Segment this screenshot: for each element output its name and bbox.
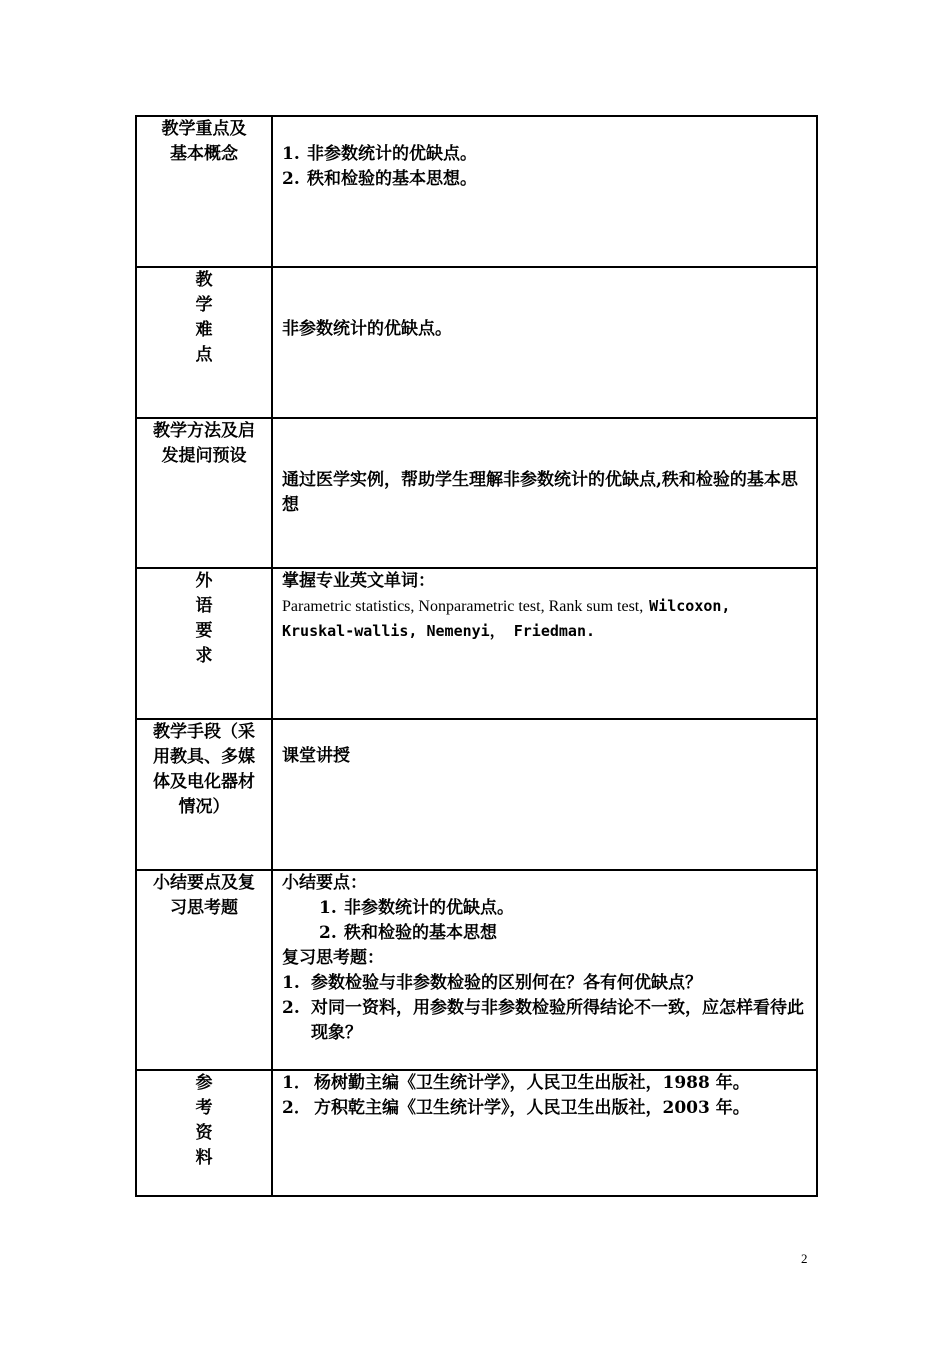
row-difficulties xyxy=(136,267,817,418)
row-content-methods xyxy=(272,418,817,568)
row-label-teaching-means xyxy=(136,719,272,870)
label-char: 难 xyxy=(195,320,213,340)
row-content-foreign-language xyxy=(272,568,817,719)
content-text: 通过医学实例，帮助学生理解非参数统计的优缺点,秩和检验的基本思想 xyxy=(282,470,798,515)
english-terms xyxy=(282,594,810,619)
row-methods xyxy=(136,418,817,568)
row-label-summary xyxy=(136,870,272,1070)
content-text: 非参数统计的优缺点。 xyxy=(282,319,452,339)
row-label-foreign-language xyxy=(136,568,272,719)
label-line: 情况） xyxy=(178,797,230,817)
label-line: 用教具、多媒 xyxy=(153,747,255,767)
label-char: 语 xyxy=(195,596,213,616)
row-summary xyxy=(136,870,817,1070)
list-item: 1． 杨树勤主编《卫生统计学》，人民卫生出版社，1988 年。 xyxy=(282,1073,750,1093)
label-char: 资 xyxy=(195,1123,213,1143)
label-line: 教学手段（采 xyxy=(153,722,255,742)
list-item: 2. 秩和检验的基本思想 xyxy=(319,923,497,943)
summary-heading: 小结要点： xyxy=(282,873,367,893)
terms-a: Wilcoxon, xyxy=(649,597,731,615)
label-line: 小结要点及复 xyxy=(153,873,255,893)
lesson-plan-table xyxy=(135,115,818,1197)
terms-b: Kruskal-wallis, Nemenyi， Friedman. xyxy=(282,622,596,640)
label-char: 外 xyxy=(195,571,213,591)
row-teaching-means xyxy=(136,719,817,870)
label-line: 教学方法及启 xyxy=(153,421,255,441)
row-content-references xyxy=(272,1070,817,1196)
row-content-teaching-means xyxy=(272,719,817,870)
review-heading: 复习思考题： xyxy=(282,948,384,968)
label-line: 体及电化器材 xyxy=(153,772,255,792)
row-label-key-points xyxy=(136,116,272,267)
label-char: 学 xyxy=(195,295,213,315)
label-line: 发提问预设 xyxy=(161,446,247,466)
list-item: 1. 参数检验与非参数检验的区别何在？各有何优缺点？ xyxy=(282,973,702,993)
row-references xyxy=(136,1070,817,1196)
label-line: 教学重点及 xyxy=(161,119,247,139)
label-char: 考 xyxy=(195,1098,213,1118)
label-char: 要 xyxy=(195,621,213,641)
content-text: 课堂讲授 xyxy=(282,746,350,766)
list-item: 1. 非参数统计的优缺点。 xyxy=(282,144,477,164)
label-char: 点 xyxy=(195,345,213,365)
label-char: 参 xyxy=(195,1073,213,1093)
page-number: 2 xyxy=(801,1251,808,1266)
row-label-references xyxy=(136,1070,272,1196)
row-content-difficulties xyxy=(272,267,817,418)
list-item: 2. 对同一资料，用参数与非参数检验所得结论不一致，应怎样看待此现象？ xyxy=(282,998,804,1043)
row-content-key-points xyxy=(272,116,817,267)
terms-plain: Parametric statistics, Nonparametric test, Rank sum test, xyxy=(282,598,644,615)
label-line: 习思考题 xyxy=(170,898,238,918)
content-heading: 掌握专业英文单词： xyxy=(282,571,435,591)
label-char: 教 xyxy=(195,270,213,290)
row-foreign-language xyxy=(136,568,817,719)
list-item: 1. 非参数统计的优缺点。 xyxy=(319,898,514,918)
label-char: 料 xyxy=(195,1148,213,1168)
label-line: 基本概念 xyxy=(170,144,238,164)
row-key-points xyxy=(136,116,817,267)
list-item: 2． 方积乾主编《卫生统计学》，人民卫生出版社，2003 年。 xyxy=(282,1098,750,1118)
row-label-methods xyxy=(136,418,272,568)
row-content-summary xyxy=(272,870,817,1070)
list-item: 2. 秩和检验的基本思想。 xyxy=(282,169,477,189)
row-label-difficulties xyxy=(136,267,272,418)
label-char: 求 xyxy=(195,646,213,666)
